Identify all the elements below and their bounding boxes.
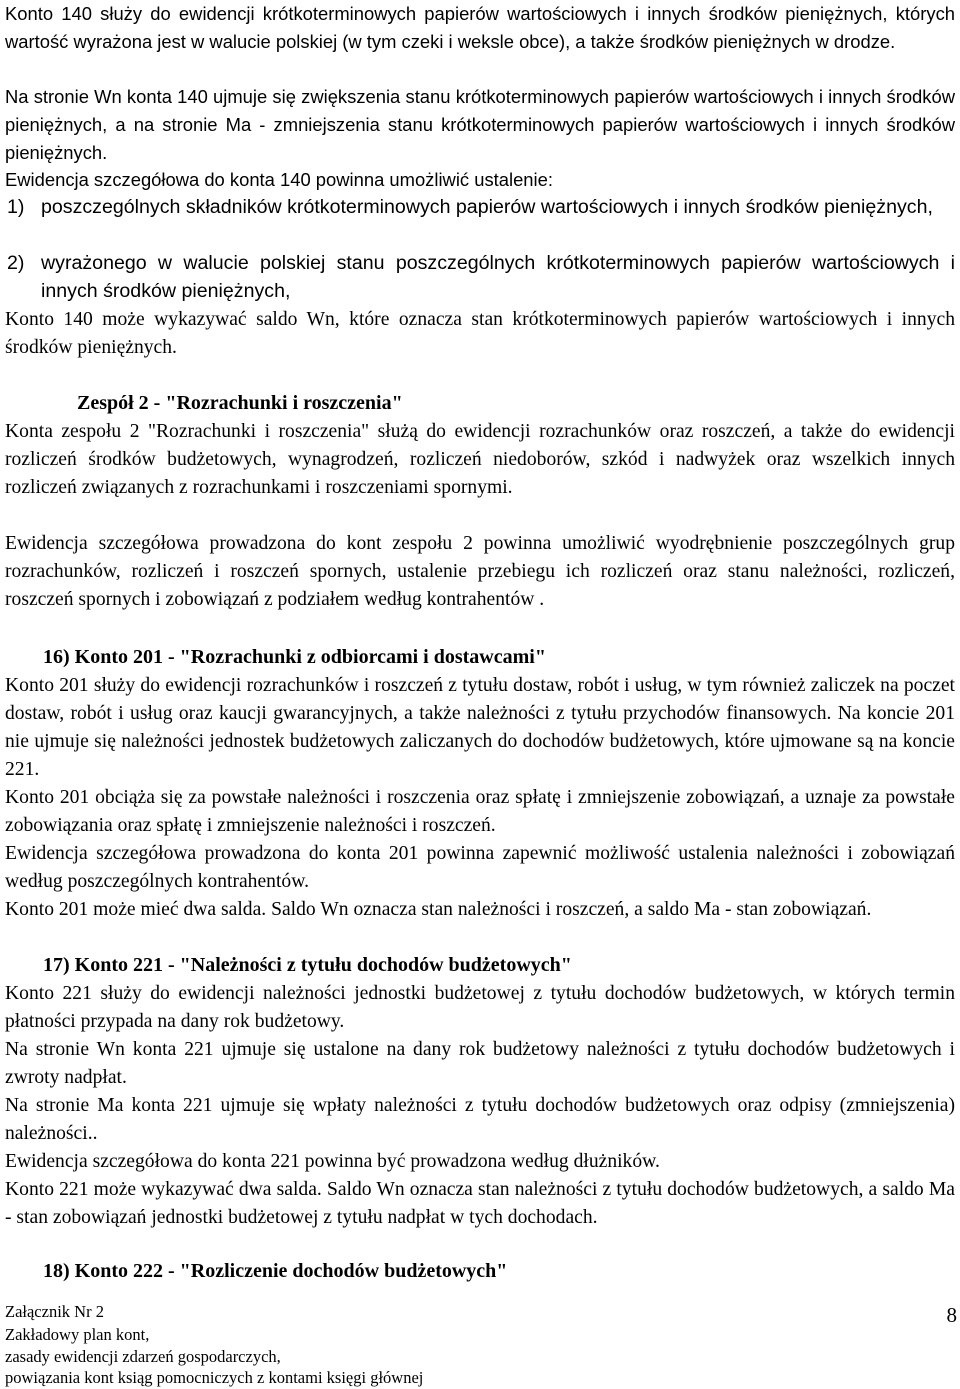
paragraph-konto-140-sides: Na stronie Wn konta 140 ujmuje się zwiększenia stanu krótkoterminowych papierów wartościowych i innych środków pieniężnych, a na stronie Ma - zmniejszenia stanu krótkoterminowych papierów wartościowych i innych środków pieniężnych.: [5, 86, 955, 163]
list-item: [5, 194, 955, 222]
paragraph-konto-201-ewidencja: Ewidencja szczegółowa prowadzona do konta 201 powinna zapewnić możliwość ustalenia należności i zobowiązań według poszczególnych kontrahentów.: [5, 843, 955, 892]
paragraph-konto-140-ewidencja: Ewidencja szczegółowa do konta 140 powinna umożliwić ustalenie:: [5, 169, 553, 190]
list-item: [5, 250, 955, 306]
paragraph-konto-140-saldo: Konto 140 może wykazywać saldo Wn, które oznacza stan krótkoterminowych papierów wartościowych i innych środków pieniężnych.: [5, 309, 955, 358]
page-number: 8: [946, 1303, 957, 1327]
footer-line-zalacznik: Załącznik Nr 2: [5, 1302, 104, 1321]
list-item-text: wyrażonego w walucie polskiej stanu poszczególnych krótkoterminowych papierów wartościowych i innych środków pieniężnych,: [41, 252, 955, 302]
paragraph-zespol-2-intro: Konta zespołu 2 "Rozrachunki i roszczenia" służą do ewidencji rozrachunków oraz roszczeń, a także do ewidencji rozliczeń środków budżetowych, wynagrodzeń, rozliczeń niedoborów, szkód i nadwyżek oraz wszelkich innych rozliczeń związanych z rozrachunkami i roszczeniami spornymi.: [5, 421, 955, 498]
list-item-number: 2): [7, 252, 25, 274]
paragraph-konto-201-saldo: Konto 201 może mieć dwa salda. Saldo Wn oznacza stan należności i roszczeń, a saldo Ma - stan zobowiązań.: [5, 899, 872, 920]
footer-line-zasady: zasady ewidencji zdarzeń gospodarczych,: [5, 1347, 281, 1366]
paragraph-konto-221-ma: Na stronie Ma konta 221 ujmuje się wpłaty należności z tytułu dochodów budżetowych oraz odpisy (zmniejszenia) należności..: [5, 1095, 955, 1144]
paragraph-konto-140-description: Konto 140 służy do ewidencji krótkoterminowych papierów wartościowych i innych środków pieniężnych, których wartość wyrażona jest w walucie polskiej (w tym czeki i weksle obce), a także środków pieniężnych w drodze.: [5, 3, 955, 52]
list-item-number: 1): [7, 196, 25, 218]
footer-line-powiazania: powiązania kont ksiąg pomocniczych z kontami księgi głównej: [5, 1368, 424, 1387]
paragraph-konto-201-obciaza: Konto 201 obciąża się za powstałe należności i roszczenia oraz spłatę i zmniejszenie zobowiązań, a uznaje za powstałe zobowiązania oraz spłatę i zmniejszenie należności i roszczeń.: [5, 787, 955, 836]
paragraph-konto-201-description: Konto 201 służy do ewidencji rozrachunków i roszczeń z tytułu dostaw, robót i usług, w tym również zaliczek na poczet dostaw, robót i usług oraz kaucji gwarancyjnych, a także należności z tytułu przychodów finansowych. Na koncie 201 nie ujmuje się należności jednostek budżetowych zaliczanych do dochodów budżetowych, które ujmowane są na koncie 221.: [5, 675, 955, 780]
section-heading-konto-222: 18) Konto 222 - "Rozliczenie dochodów budżetowych": [43, 1260, 508, 1282]
paragraph-konto-221-saldo: Konto 221 może wykazywać dwa salda. Saldo Wn oznacza stan należności z tytułu dochodów budżetowych, a saldo Ma - stan zobowiązań jednostki budżetowej z tytułu nadpłat w tych dochodach.: [5, 1179, 955, 1228]
paragraph-zespol-2-ewidencja: Ewidencja szczegółowa prowadzona do kont zespołu 2 powinna umożliwić wyodrębnienie poszczególnych grup rozrachunków, rozliczeń i roszczeń spornych, ustalenie przebiegu ich rozliczeń oraz stanu należności, rozliczeń, roszczeń spornych i zobowiązań z podziałem według kontrahentów .: [5, 533, 955, 610]
list-item-text: poszczególnych składników krótkoterminowych papierów wartościowych i innych środków pieniężnych,: [41, 196, 933, 218]
footer-line-plan-kont: Zakładowy plan kont,: [5, 1325, 150, 1344]
section-heading-konto-221: 17) Konto 221 - "Należności z tytułu dochodów budżetowych": [43, 954, 572, 976]
section-heading-konto-201: 16) Konto 201 - "Rozrachunki z odbiorcami i dostawcami": [43, 646, 546, 668]
paragraph-konto-221-wn: Na stronie Wn konta 221 ujmuje się ustalone na dany rok budżetowy należności z tytułu dochodów budżetowych i zwroty nadpłat.: [5, 1039, 955, 1088]
section-heading-zespol-2: Zespół 2 - "Rozrachunki i roszczenia": [77, 392, 403, 414]
paragraph-konto-221-description: Konto 221 służy do ewidencji należności jednostki budżetowej z tytułu dochodów budżetowych, w których termin płatności przypada na dany rok budżetowy.: [5, 983, 955, 1032]
paragraph-konto-221-ewidencja: Ewidencja szczegółowa do konta 221 powinna być prowadzona według dłużników.: [5, 1151, 660, 1172]
